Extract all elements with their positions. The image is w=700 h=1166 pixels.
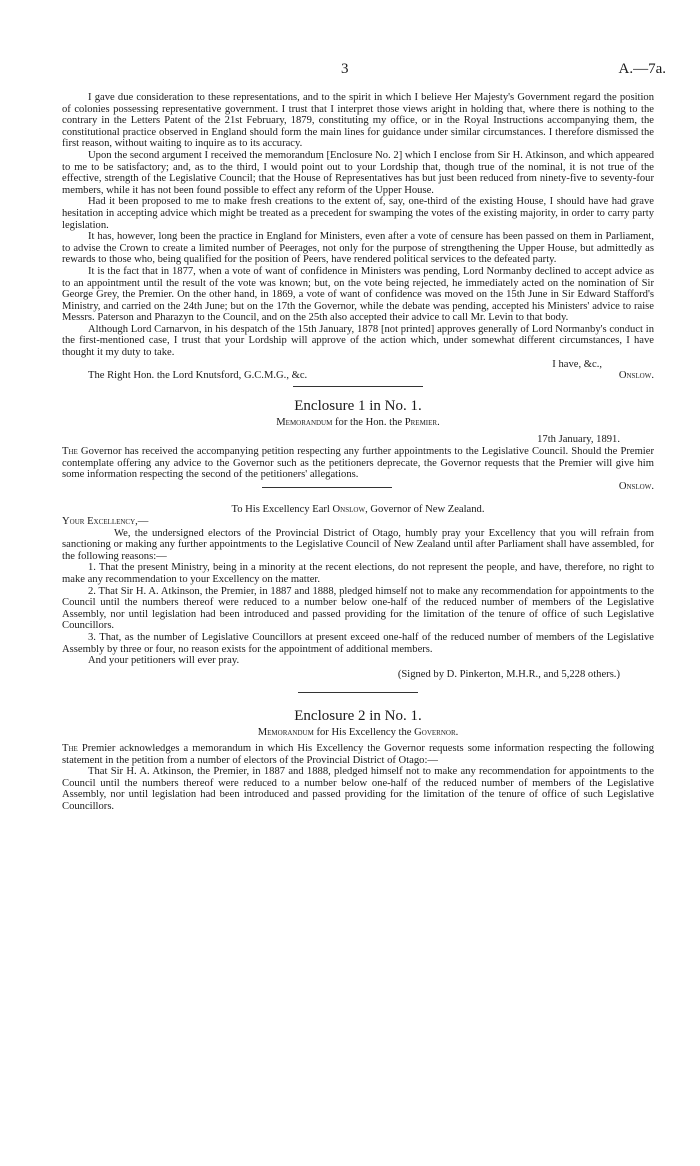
memo-word: Memorandum (257, 727, 314, 739)
petition-reason: 2. That Sir H. A. Atkinson, the Premier, in 1887 and 1888, pledged himself not to make any recommendation for appointments to the Council until the numbers thereof were reduced to a number below one-half of the reduced number of members of the Legislative Assembly, nor until legislation had been introduced and passed providing for the limitation of the tenure of office of such Legislative Councillors. (62, 585, 654, 632)
petition-reason: 3. That, as the number of Legislative Councillors at present exceed one-half of the reduced number of members of the Legislative Assembly by three or four, no reason exists for the appointment of additional members. (62, 631, 654, 655)
petition-signed: (Signed by D. Pinkerton, M.H.R., and 5,228 others.) (397, 668, 620, 680)
section-divider (262, 487, 392, 493)
enclosure-2 (62, 707, 654, 812)
letter-addressee: The Right Hon. the Lord Knutsford, G.C.M.G., &c. (88, 370, 308, 382)
memo-rest: for His Excellency the (316, 727, 412, 739)
petition-address (62, 504, 654, 516)
enclosure-1 (62, 397, 654, 693)
lead-word: The (62, 446, 78, 458)
enclosure-2-text: Premier acknowledges a memorandum in which His Excellency the Governor requests some information respecting the following statement in the petition from a number of electors of the Provincial District of Otago:— (62, 742, 654, 766)
enclosure-1-signoff (62, 481, 654, 493)
enclosure-1-memo-heading (62, 417, 654, 429)
enclosure-2-body (62, 743, 654, 766)
enclosure-2-quote: That Sir H. A. Atkinson, the Premier, in 1887 and 1888, pledged himself not to make any recommendation for appointments to the Council until the numbers thereof were reduced to a number below one-half of the reduced number of members of the Legislative Assembly, nor until legislation had been introduced and passed providing for the limitation of the tenure of office of such Legislative Councillors. (62, 766, 654, 812)
letter-paragraph: Although Lord Carnarvon, in his despatch of the 15th January, 1878 [not printed] approves generally of Lord Normanby's conduct in the first-mentioned case, I trust that your Lordship will approve of the action which, under somewhat different circumstances, I have thought it my duty to take. (62, 323, 654, 359)
letter-paragraph: It is the fact that in 1877, when a vote of want of confidence in Ministers was pending, Lord Normanby declined to accept advice as to an appointment until the result of the vote was known; but, on the vote being rejected, he immediately acted on the nomination of Sir George Grey, the Premier. On the other hand, in 1869, a vote of want of confidence was moved on the 15th June in Sir Edward Stafford's Ministry, and carried on the 24th June; but on the 17th the Governor, while the debate was pending, accepted his Ministers' advice to raise Messrs. Paterson and Pharazyn to the Council, and on the 25th also accepted their advice to call Mr. Levin to that body. (62, 265, 654, 324)
enclosure-2-memo-heading (62, 727, 654, 739)
petition-address-name: Onslow, (332, 504, 368, 516)
letter-paragraph: It has, however, long been the practice in England for Ministers, even after a vote of censure has been passed on them in Parliament, to advise the Crown to create a limited number of Peerages, not only for the purpose of strengthening the Upper House, but admittedly as rewards to those who, being qualified for the position of Peers, have rendered political services to the defeated party. (62, 231, 654, 266)
section-divider (293, 386, 423, 387)
page-header (0, 61, 700, 80)
letter-paragraph: Had it been proposed to me to make fresh creations to the extent of, say, one-third of the existing House, I should have had grave hesitation in accepting advice which might be treated as a precedent for swamping the votes of the existing majority, in order to carry party legislation. (62, 196, 654, 231)
enclosure-1-title: Enclosure 1 in No. 1. (294, 397, 422, 414)
letter-paragraph: Upon the second argument I received the memorandum [Enclosure No. 2] which I enclose from Sir H. Atkinson, and which appeared to me to be satisfactory; and, as to the third, I would point out to your Lordship that, though true of the nominal, it is not true of the effective, strength of the Legislative Council; that the House of Representatives has but just been reduced from ninety-five to seventy-four members, while it has not been found possible to effect any reform of the Upper House. (62, 149, 654, 196)
letter-signature: Onslow. (618, 370, 654, 382)
memo-word: Memorandum (276, 416, 333, 428)
petition-salutation: Your Excellency,— (62, 516, 149, 527)
memo-recipient: Governor. (414, 727, 459, 739)
enclosure-1-text: Governor has received the accompanying petition respecting any further appointments to the Legislative Council. Should the Premier contemplate offering any advice to the Governor such as the petitioners deprecate, the Governor requests that the Premier will give him some information respecting the second of the petitioners' allegations. (62, 446, 654, 481)
enclosure-1-body (62, 446, 654, 481)
petition-intro: We, the undersigned electors of the Provincial District of Otago, humbly pray your Excellency that you will refrain from sanctioning or making any further appointments to the Legislative Council of New Zealand until after Parliament shall have assembled, for the following reasons:— (62, 527, 654, 562)
enclosure-1-signature: Onslow. (618, 480, 654, 492)
lead-word: The (62, 742, 78, 754)
enclosure-1-date: 17th January, 1891. (537, 434, 620, 446)
petition-closing: And your petitioners will ever pray. (88, 655, 240, 667)
letter-closing-row (62, 359, 654, 371)
page-number: 3 (341, 61, 349, 77)
letter-signoff-row (62, 370, 654, 382)
memo-rest: for the Hon. the (335, 416, 403, 428)
letter-section (62, 92, 654, 387)
letter-paragraph: I gave due consideration to these representations, and to the spirit in which I believe Her Majesty's Government regard the position of colonies possessing representative government. I trust that I interpret those views aright in holding that, where there is nothing to the contrary in the Letters Patent of the 21st February, 1879, constituting my office, or in the Royal Instructions accompanying them, the constitutional practice observed in England should form the main lines for guidance under similar circumstances. I therefore dismissed the first reason, without waiting to inquire as to its accuracy. (62, 92, 654, 150)
document-body (62, 92, 654, 812)
memo-recipient: Premier. (404, 416, 440, 428)
petition-address-suffix: Governor of New Zealand. (370, 504, 485, 516)
section-divider (298, 692, 418, 693)
letter-closing: I have, &c., (552, 358, 602, 370)
enclosure-2-title: Enclosure 2 in No. 1. (294, 708, 422, 725)
paper-reference: A.—7a. (618, 61, 666, 77)
petition-reason: 1. That the present Ministry, being in a minority at the recent elections, do not represent the people, and have, therefore, no right to make any recommendation to your Excellency on the matter. (62, 562, 654, 585)
petition-address-prefix: To His Excellency Earl (231, 504, 330, 516)
